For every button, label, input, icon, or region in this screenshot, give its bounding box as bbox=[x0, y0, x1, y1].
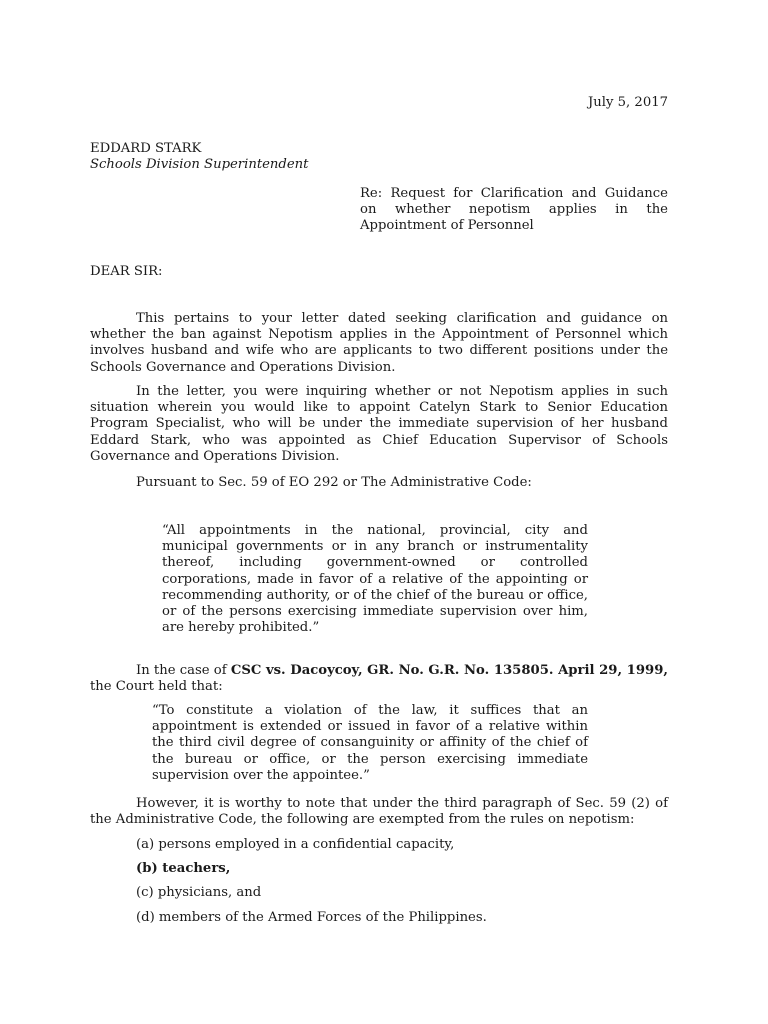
paragraph-exemptions: However, it is worthy to note that under the third paragraph of Sec. 59 (2) of the Administrative Code, the following are exempted from the rules on nepotism: bbox=[90, 796, 668, 828]
exemption-item: (a) persons employed in a confidential capacity, bbox=[136, 837, 455, 852]
exemption-item: (b) teachers, bbox=[136, 861, 231, 876]
paragraph-pursuant: Pursuant to Sec. 59 of EO 292 or The Administrative Code: bbox=[136, 475, 532, 490]
blockquote-court-ruling: “To constitute a violation of the law, it suffices that an appointment is extended or issued in favor of a relative within the third civil degree of consanguinity or affinity of the chief of the bureau or office, or the person exercising immediate supervision over the appointee.” bbox=[152, 703, 588, 783]
subject-line: Re: Request for Clarification and Guidance on whether nepotism applies in the Appointment of Personnel bbox=[360, 186, 668, 234]
case-suffix: the Court held that: bbox=[90, 679, 223, 695]
paragraph-case bbox=[90, 663, 668, 695]
paragraph-intro: This pertains to your letter dated seeking clarification and guidance on whether the ban against Nepotism applies in the Appointment of Personnel which involves husband and wife who are applicants to two different positions under the Schools Governance and Operations Division. bbox=[90, 311, 668, 375]
letter-date: July 5, 2017 bbox=[588, 95, 668, 110]
blockquote-admin-code: “All appointments in the national, provincial, city and municipal governments or in any branch or instrumentality thereof, including government-owned or controlled corporations, made in favor of a relative of the appointing or recommending authority, or of the chief of the bureau or office, or of the persons exercising immediate supervision over him, are hereby prohibited.” bbox=[162, 523, 588, 636]
recipient-title: Schools Division Superintendent bbox=[90, 157, 309, 172]
case-citation: CSC vs. Dacoycoy, GR. No. G.R. No. 135805. April 29, 1999, bbox=[230, 663, 668, 678]
recipient-name: EDDARD STARK bbox=[90, 141, 202, 156]
paragraph-inquiry: In the letter, you were inquiring whether or not Nepotism applies in such situation wherein you would like to appoint Catelyn Stark to Senior Education Program Specialist, who will be under the immediate supervision of her husband Eddard Stark, who was appointed as Chief Education Supervisor of Schools Governance and Operations Division. bbox=[90, 384, 668, 464]
case-prefix: In the case of bbox=[136, 663, 231, 678]
exemption-item: (c) physicians, and bbox=[136, 885, 262, 900]
exemption-item: (d) members of the Armed Forces of the Philippines. bbox=[136, 910, 487, 925]
salutation: DEAR SIR: bbox=[90, 264, 163, 279]
